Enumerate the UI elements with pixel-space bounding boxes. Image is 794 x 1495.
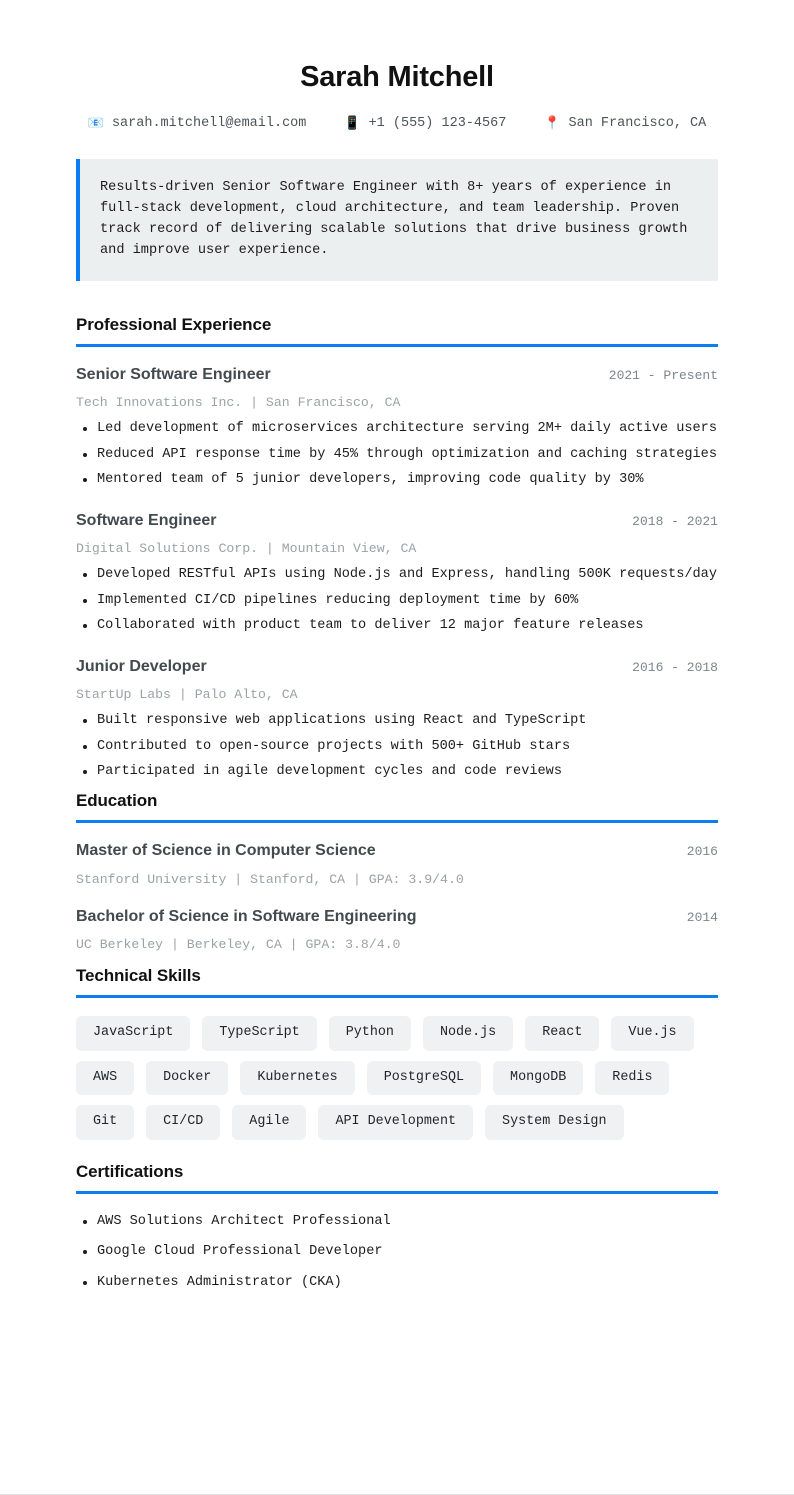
education-entry — [76, 907, 718, 952]
section-title-education: Education — [76, 791, 158, 811]
contact-email-text: sarah.mitchell@email.com — [111, 115, 307, 131]
section-divider — [76, 344, 718, 347]
degree-year: 2014 — [686, 909, 718, 925]
skill-tag: React — [525, 1016, 599, 1051]
degree-year: 2016 — [686, 844, 718, 860]
list-item: Reduced API response time by 45% through optimization and caching strategies — [95, 445, 718, 464]
skill-tag: TypeScript — [202, 1016, 316, 1051]
contact-location — [544, 116, 706, 131]
job-bullet-list — [76, 419, 718, 489]
education-entry-header — [76, 841, 718, 860]
resume-header — [76, 62, 718, 131]
degree-title: Master of Science in Computer Science — [76, 842, 376, 860]
contact-phone[interactable] — [344, 116, 506, 131]
location-pin-icon: 📍 — [544, 115, 561, 131]
skill-tag: System Design — [485, 1105, 623, 1140]
page-title: Sarah Mitchell — [300, 61, 494, 93]
education-entry-header — [76, 907, 718, 926]
skill-tag-list — [76, 1016, 718, 1140]
section-divider — [76, 820, 718, 823]
phone-icon: 📱 — [344, 115, 361, 131]
skill-tag: Git — [76, 1105, 134, 1140]
list-item: Collaborated with product team to deliver 12 major feature releases — [95, 616, 718, 635]
page-bottom-spacer — [76, 1303, 718, 1373]
skill-tag: Kubernetes — [240, 1061, 354, 1096]
skill-tag: Redis — [595, 1061, 669, 1096]
experience-entry — [76, 657, 718, 781]
skill-tag: CI/CD — [146, 1105, 220, 1140]
school-details: UC Berkeley | Berkeley, CA | GPA: 3.8/4.0 — [76, 936, 401, 952]
job-bullet-list — [76, 565, 718, 635]
list-item: Participated in agile development cycles and code reviews — [95, 762, 718, 781]
job-bullet-list — [76, 711, 718, 781]
section-certifications — [76, 1162, 718, 1292]
school-details: Stanford University | Stanford, CA | GPA: 3.9/4.0 — [76, 871, 464, 887]
professional-summary — [76, 159, 718, 281]
list-item: Built responsive web applications using React and TypeScript — [95, 711, 718, 730]
experience-entry — [76, 365, 718, 489]
list-item: Contributed to open-source projects with 500+ GitHub stars — [95, 737, 718, 756]
skill-tag: PostgreSQL — [367, 1061, 481, 1096]
contact-email[interactable] — [88, 116, 307, 131]
skill-tag: API Development — [318, 1105, 473, 1140]
skill-tag: Docker — [146, 1061, 228, 1096]
skill-tag: Agile — [232, 1105, 306, 1140]
skill-tag: JavaScript — [76, 1016, 190, 1051]
list-item: Google Cloud Professional Developer — [95, 1242, 718, 1261]
list-item: Implemented CI/CD pipelines reducing deployment time by 60% — [95, 591, 718, 610]
job-title: Junior Developer — [76, 658, 207, 676]
experience-entry-header — [76, 657, 718, 676]
list-item: Developed RESTful APIs using Node.js and Express, handling 500K requests/day — [95, 565, 718, 584]
list-item: AWS Solutions Architect Professional — [95, 1212, 718, 1231]
section-education — [76, 791, 718, 951]
education-entry — [76, 841, 718, 886]
summary-text: Results-driven Senior Software Engineer with 8+ years of experience in full-stack development, cloud architecture, and team leadership. Proven track record of delivering scalable solutions that drive business growth and improve user experience. — [100, 179, 688, 259]
degree-title: Bachelor of Science in Software Engineering — [76, 907, 417, 925]
skill-tag: Node.js — [423, 1016, 513, 1051]
job-company-location: StartUp Labs | Palo Alto, CA — [76, 687, 298, 703]
job-date-range: 2018 - 2021 — [632, 514, 718, 530]
email-icon: 📧 — [87, 115, 104, 131]
experience-entry-header — [76, 511, 718, 530]
section-divider — [76, 995, 718, 998]
job-title: Senior Software Engineer — [76, 366, 271, 384]
skill-tag: Vue.js — [611, 1016, 693, 1051]
job-date-range: 2016 - 2018 — [632, 660, 718, 676]
job-title: Software Engineer — [76, 512, 217, 530]
experience-entry — [76, 511, 718, 635]
skill-tag: MongoDB — [493, 1061, 583, 1096]
list-item: Kubernetes Administrator (CKA) — [95, 1273, 718, 1292]
list-item: Led development of microservices architecture serving 2M+ daily active users — [95, 419, 718, 438]
list-item: Mentored team of 5 junior developers, improving code quality by 30% — [95, 470, 718, 489]
job-date-range: 2021 - Present — [608, 368, 718, 384]
job-company-location: Digital Solutions Corp. | Mountain View, CA — [76, 541, 417, 557]
section-skills — [76, 966, 718, 1140]
section-experience — [76, 315, 718, 781]
skill-tag: AWS — [76, 1061, 134, 1096]
contact-row — [76, 116, 718, 131]
section-divider — [76, 1191, 718, 1194]
certification-list — [76, 1212, 718, 1292]
experience-entry-header — [76, 365, 718, 384]
job-company-location: Tech Innovations Inc. | San Francisco, CA — [76, 395, 401, 411]
skill-tag: Python — [329, 1016, 411, 1051]
section-title-certifications: Certifications — [76, 1162, 184, 1181]
section-title-experience: Professional Experience — [76, 315, 272, 335]
section-title-skills: Technical Skills — [76, 965, 201, 985]
contact-phone-text: +1 (555) 123-4567 — [368, 115, 507, 131]
contact-location-text: San Francisco, CA — [568, 115, 707, 131]
